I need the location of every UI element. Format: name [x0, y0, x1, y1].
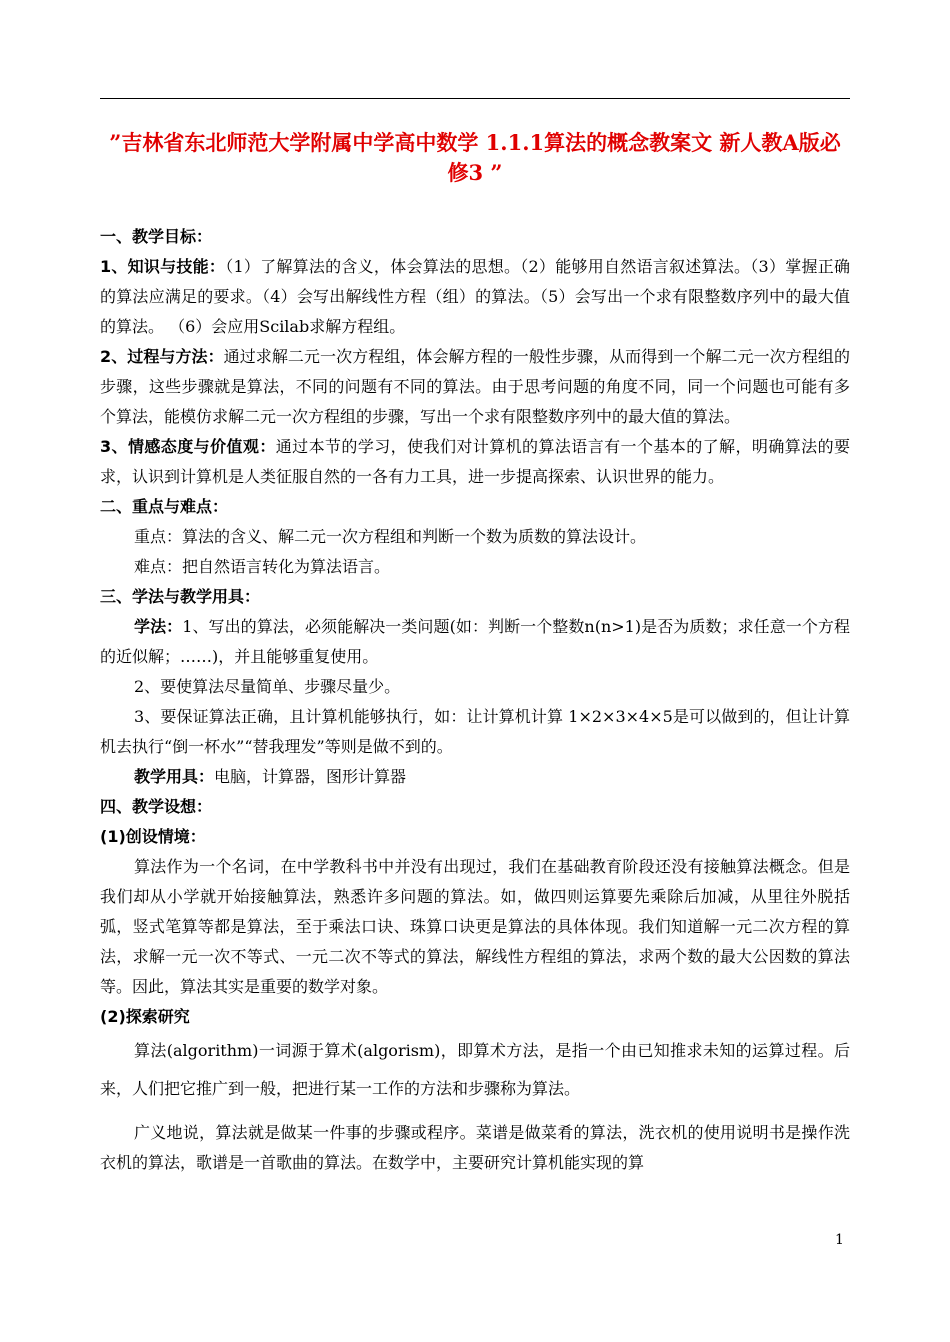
difficult-point: 难点：把自然语言转化为算法语言。	[134, 557, 391, 576]
subsection-heading-scenario: (1)创设情境：	[100, 827, 206, 846]
teaching-tools-text: 电脑，计算器，图形计算器	[214, 767, 407, 786]
teaching-tools-label: 教学用具：	[134, 767, 215, 786]
document-title: ”吉林省东北师范大学附属中学高中数学 1.1.1算法的概念教案文 新人教A版必修3 ”	[109, 130, 841, 185]
header-rule	[100, 98, 850, 99]
document-body	[100, 222, 850, 1178]
method-label: 学法：	[134, 617, 183, 636]
objective-knowledge	[100, 252, 850, 342]
objective-attitude-label: 3、情感态度与价值观：	[100, 437, 276, 456]
objective-process-label: 2、过程与方法：	[100, 347, 224, 366]
teaching-tools	[100, 762, 850, 792]
subsection-heading-explore: (2)探索研究	[100, 1007, 190, 1026]
section-heading-design: 四、教学设想：	[100, 797, 213, 816]
objective-process-text: 通过求解二元一次方程组，体会解方程的一般性步骤，从而得到一个解二元一次方程组的步骤，这些步骤就是算法，不同的问题有不同的算法。由于思考问题的角度不同，同一个问题也可能有多个算法，能模仿求解二元一次方程组的步骤，写出一个求有限整数序列中的最大值的算法。	[100, 347, 850, 426]
method-item-1	[100, 612, 850, 672]
objective-knowledge-text: （1）了解算法的含义，体会算法的思想。（2）能够用自然语言叙述算法。（3）掌握正确的算法应满足的要求。（4）会写出解线性方程（组）的算法。（5）会写出一个求有限整数序列中的最大值的算法。 （6）会应用Scilab求解方程组。	[100, 257, 850, 336]
method-item-2: 2、要使算法尽量简单、步骤尽量少。	[134, 677, 401, 696]
section-heading-keypoints: 二、重点与难点：	[100, 497, 229, 516]
objective-attitude	[100, 432, 850, 492]
explore-text-1: 算法(algorithm)一词源于算术(algorism)，即算术方法，是指一个由已知推求未知的运算过程。后来，人们把它推广到一般，把进行某一工作的方法和步骤称为算法。	[100, 1041, 850, 1098]
objective-knowledge-label: 1、知识与技能：	[100, 257, 226, 276]
method-item-1-text: 1、写出的算法，必须能解决一类问题(如：判断一个整数n(n>1)是否为质数；求任意一个方程的近似解；……)，并且能够重复使用。	[100, 617, 850, 666]
objective-attitude-text: 通过本节的学习，使我们对计算机的算法语言有一个基本的了解，明确算法的要求，认识到计算机是人类征服自然的一各有力工具，进一步提高探索、认识世界的能力。	[100, 437, 850, 486]
method-item-3: 3、要保证算法正确，且计算机能够执行，如：让计算机计算 1×2×3×4×5是可以做到的，但让计算机去执行“倒一杯水”“替我理发”等则是做不到的。	[100, 707, 850, 756]
section-heading-objectives: 一、教学目标：	[100, 227, 213, 246]
objective-process	[100, 342, 850, 432]
explore-text-2: 广义地说，算法就是做某一件事的步骤或程序。菜谱是做菜肴的算法，洗衣机的使用说明书是操作洗衣机的算法，歌谱是一首歌曲的算法。在数学中，主要研究计算机能实现的算	[100, 1123, 850, 1172]
key-point: 重点：算法的含义、解二元一次方程组和判断一个数为质数的算法设计。	[134, 527, 647, 546]
section-heading-methods: 三、学法与教学用具：	[100, 587, 261, 606]
page-number: 1	[835, 1232, 844, 1248]
scenario-text: 算法作为一个名词，在中学教科书中并没有出现过，我们在基础教育阶段还没有接触算法概念。但是我们却从小学就开始接触算法，熟悉许多问题的算法。如，做四则运算要先乘除后加减，从里往外脱括弧，竖式笔算等都是算法，至于乘法口诀、珠算口诀更是算法的具体体现。我们知道解一元二次方程的算法，求解一元一次不等式、一元二次不等式的算法，解线性方程组的算法，求两个数的最大公因数的算法等。因此，算法其实是重要的数学对象。	[100, 857, 850, 996]
